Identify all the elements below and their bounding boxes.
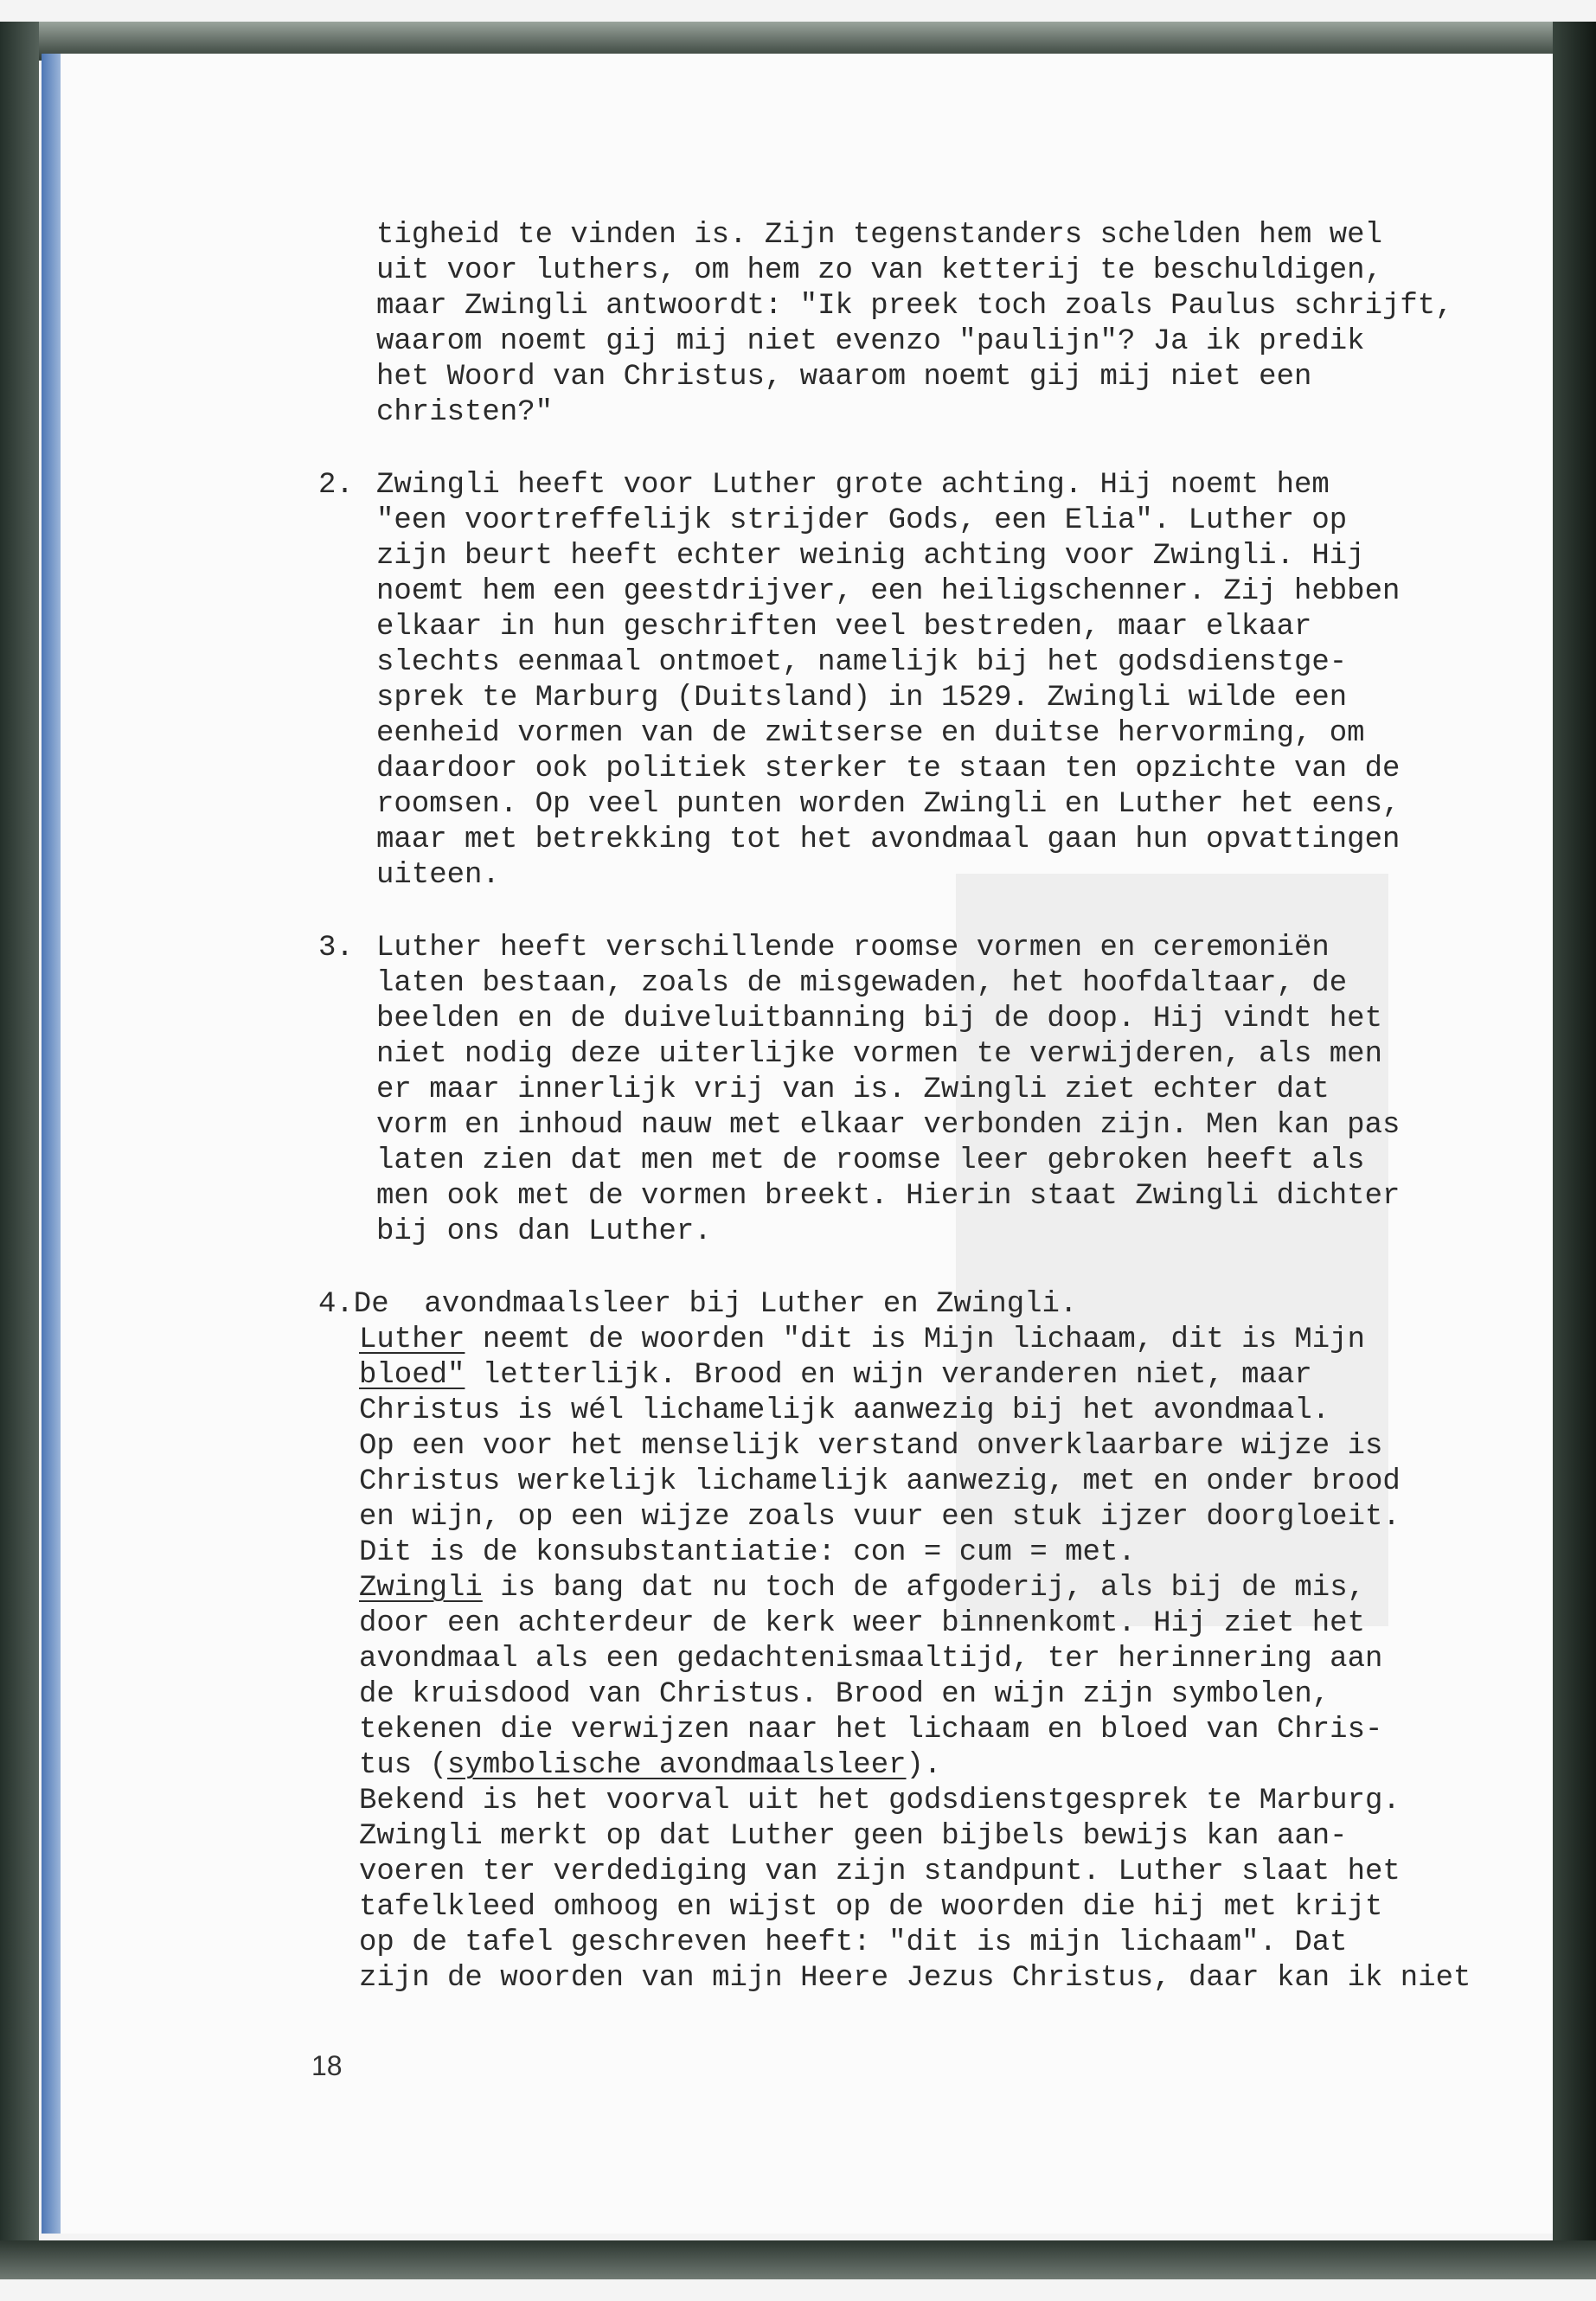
text-line: en wijn, op een wijze zoals vuur een stuk ijzer doorgloeit. xyxy=(359,1501,1401,1534)
binder-frame-right xyxy=(1553,22,1596,2279)
text-line: elkaar in hun geschriften veel bestreden, maar elkaar xyxy=(376,611,1312,644)
text-line: bij ons dan Luther. xyxy=(376,1215,712,1248)
text-line: uit voor luthers, om hem zo van ketterij te beschuldigen, xyxy=(376,254,1382,287)
text-line: Christus is wél lichamelijk aanwezig bij het avondmaal. xyxy=(359,1394,1330,1427)
text-line: Bekend is het voorval uit het godsdienstgesprek te Marburg. xyxy=(359,1785,1401,1817)
text-line xyxy=(359,1323,1365,1358)
text-segment: letterlijk. Brood en wijn veranderen niet, maar xyxy=(465,1359,1312,1392)
text-line: zijn de woorden van mijn Heere Jezus Christus, daar kan ik niet xyxy=(359,1962,1471,1995)
text-segment: is bang dat nu toch de afgoderij, als bij de mis, xyxy=(482,1572,1365,1605)
text-line: eenheid vormen van de zwitserse en duitse hervorming, om xyxy=(376,717,1365,750)
text-line: waarom noemt gij mij niet evenzo "paulijn"? Ja ik predik xyxy=(376,325,1365,358)
text-line: zijn beurt heeft echter weinig achting voor Zwingli. Hij xyxy=(376,540,1365,573)
text-line: christen?" xyxy=(376,396,554,429)
text-line: noemt hem een geestdrijver, een heiligschenner. Zij hebben xyxy=(376,575,1401,608)
item-number: 3. xyxy=(318,932,354,965)
text-line: daardoor ook politiek sterker te staan ten opzichte van de xyxy=(376,753,1401,785)
text-line xyxy=(359,1748,941,1784)
text-line: slechts eenmaal ontmoet, namelijk bij het godsdienstge- xyxy=(376,646,1348,679)
text-line: laten bestaan, zoals de misgewaden, het hoofdaltaar, de xyxy=(376,967,1348,1000)
text-line: voeren ter verdediging van zijn standpunt. Luther slaat het xyxy=(359,1856,1401,1888)
page-number: 18 xyxy=(311,2050,343,2081)
text-line: er maar innerlijk vrij van is. Zwingli ziet echter dat xyxy=(376,1074,1330,1106)
text-line: tekenen die verwijzen naar het lichaam en bloed van Chris- xyxy=(359,1714,1383,1747)
text-line: door een achterdeur de kerk weer binnenkomt. Hij ziet het xyxy=(359,1607,1365,1640)
section-heading: 4.De avondmaalsleer bij Luther en Zwingli. xyxy=(318,1288,1078,1321)
binder-frame-left xyxy=(0,22,39,2279)
text-line: het Woord van Christus, waarom noemt gij mij niet een xyxy=(376,361,1312,394)
text-line: avondmaal als een gedachtenismaaltijd, ter herinnering aan xyxy=(359,1643,1383,1676)
text-segment: neemt de woorden "dit is Mijn lichaam, dit is Mijn xyxy=(465,1324,1365,1356)
underlined-term-bloed: bloed" xyxy=(359,1359,465,1392)
text-line: Zwingli merkt op dat Luther geen bijbels bewijs kan aan- xyxy=(359,1820,1348,1853)
text-line: Luther heeft verschillende roomse vormen en ceremoniën xyxy=(376,932,1330,965)
binder-frame-bottom xyxy=(0,2240,1596,2279)
underlined-term-zwingli: Zwingli xyxy=(359,1572,483,1605)
text-line: Dit is de konsubstantiatie: con = cum = met. xyxy=(359,1536,1136,1569)
text-line: vorm en inhoud nauw met elkaar verbonden zijn. Men kan pas xyxy=(376,1109,1401,1142)
text-line: beelden en de duiveluitbanning bij de doop. Hij vindt het xyxy=(376,1003,1382,1035)
text-line: roomsen. Op veel punten worden Zwingli en Luther het eens, xyxy=(376,788,1401,821)
item-number: 2. xyxy=(318,469,354,502)
text-line: tafelkleed omhoog en wijst op de woorden die hij met krijt xyxy=(359,1891,1383,1924)
text-line xyxy=(359,1571,1365,1606)
text-line: maar met betrekking tot het avondmaal gaan hun opvattingen xyxy=(376,824,1401,856)
text-line: "een voortreffelijk strijder Gods, een Elia". Luther op xyxy=(376,504,1348,537)
text-segment: ). xyxy=(906,1749,942,1782)
underlined-term-luther: Luther xyxy=(359,1324,465,1356)
underlined-term-symbolische: symbolische avondmaalsleer xyxy=(447,1749,907,1782)
text-line: de kruisdood van Christus. Brood en wijn zijn symbolen, xyxy=(359,1678,1330,1711)
text-line: laten zien dat men met de roomse leer gebroken heeft als xyxy=(376,1144,1365,1177)
text-line: Op een voor het menselijk verstand onverklaarbare wijze is xyxy=(359,1430,1383,1463)
text-line: men ook met de vormen breekt. Hierin staat Zwingli dichter xyxy=(376,1180,1401,1213)
text-line: sprek te Marburg (Duitsland) in 1529. Zwingli wilde een xyxy=(376,682,1348,715)
text-line: op de tafel geschreven heeft: "dit is mijn lichaam". Dat xyxy=(359,1926,1348,1959)
text-line xyxy=(359,1358,1312,1394)
text-segment: tus ( xyxy=(359,1749,448,1782)
page-blue-edge xyxy=(42,54,61,2234)
text-line: Zwingli heeft voor Luther grote achting. Hij noemt hem xyxy=(376,469,1330,502)
text-line: niet nodig deze uiterlijke vormen te verwijderen, als men xyxy=(376,1038,1382,1071)
text-line: tigheid te vinden is. Zijn tegenstanders schelden hem wel xyxy=(376,219,1382,252)
text-line: maar Zwingli antwoordt: "Ik preek toch zoals Paulus schrijft, xyxy=(376,290,1453,323)
text-line: uiteen. xyxy=(376,859,500,892)
text-line: Christus werkelijk lichamelijk aanwezig, met en onder brood xyxy=(359,1465,1401,1498)
